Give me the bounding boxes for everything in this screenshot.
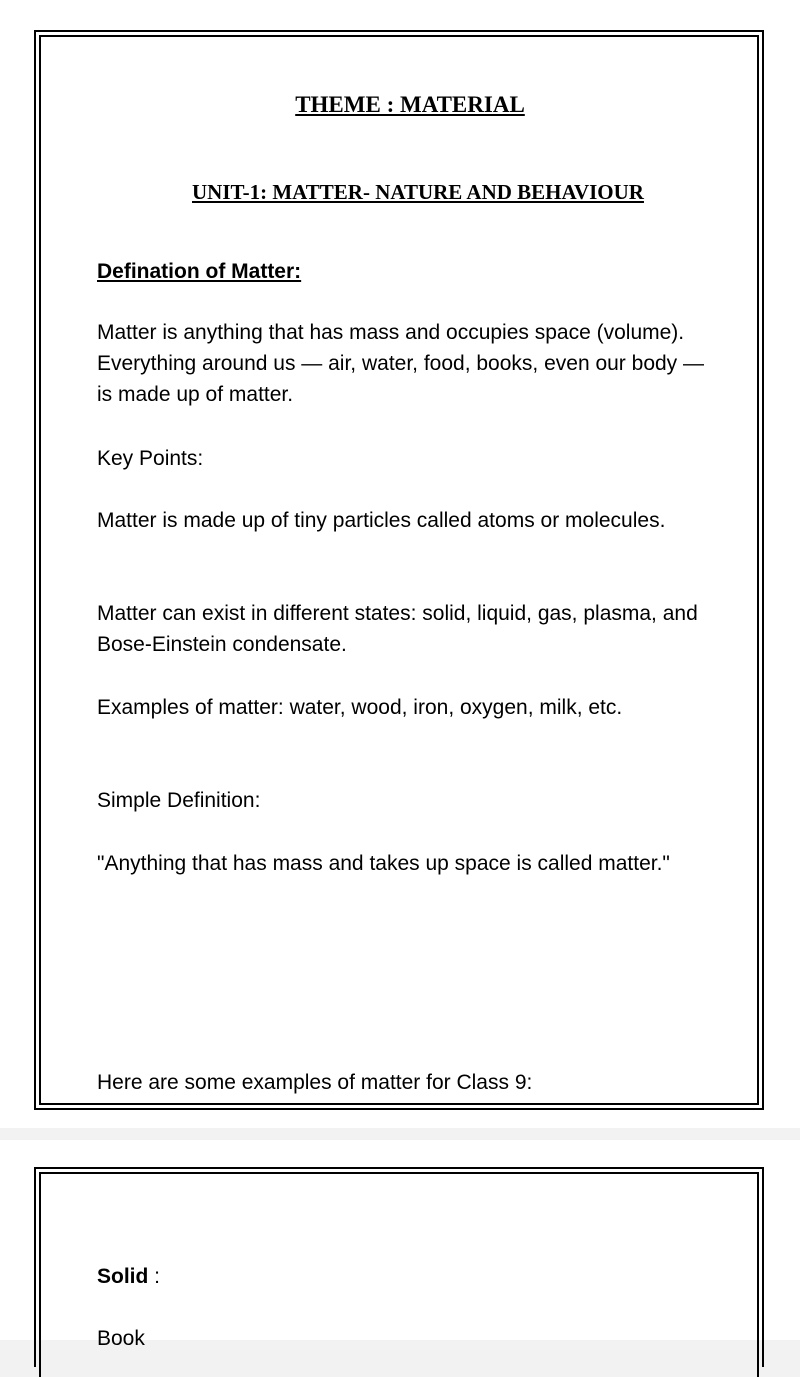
key-point-1: Matter is made up of tiny particles called atoms or molecules. — [97, 509, 666, 532]
definition-paragraph: Matter is anything that has mass and occupies space (volume). Everything around us — air, water, food, books, even our body — is made up of matter. — [97, 321, 705, 406]
key-point-3: Examples of matter: water, wood, iron, oxygen, milk, etc. — [97, 696, 623, 719]
simple-definition-quote: "Anything that has mass and takes up space is called matter." — [97, 852, 670, 875]
solid-label: Solid — [97, 1265, 149, 1288]
key-point-2: Matter can exist in different states: solid, liquid, gas, plasma, and Bose-Einstein condensate. — [97, 602, 698, 656]
solid-heading — [97, 1261, 717, 1292]
solid-colon: : — [148, 1265, 161, 1288]
unit-title: UNIT-1: MATTER- NATURE AND BEHAVIOUR — [192, 180, 644, 204]
theme-title: THEME : MATERIAL — [295, 92, 525, 117]
examples-intro: Here are some examples of matter for Class 9: — [97, 1071, 533, 1094]
simple-definition-label: Simple Definition: — [97, 789, 261, 812]
solid-example-item: Book — [97, 1327, 145, 1350]
document-page-2 — [0, 1140, 800, 1350]
key-points-label: Key Points: — [97, 447, 204, 470]
definition-heading: Defination of Matter: — [97, 260, 302, 283]
